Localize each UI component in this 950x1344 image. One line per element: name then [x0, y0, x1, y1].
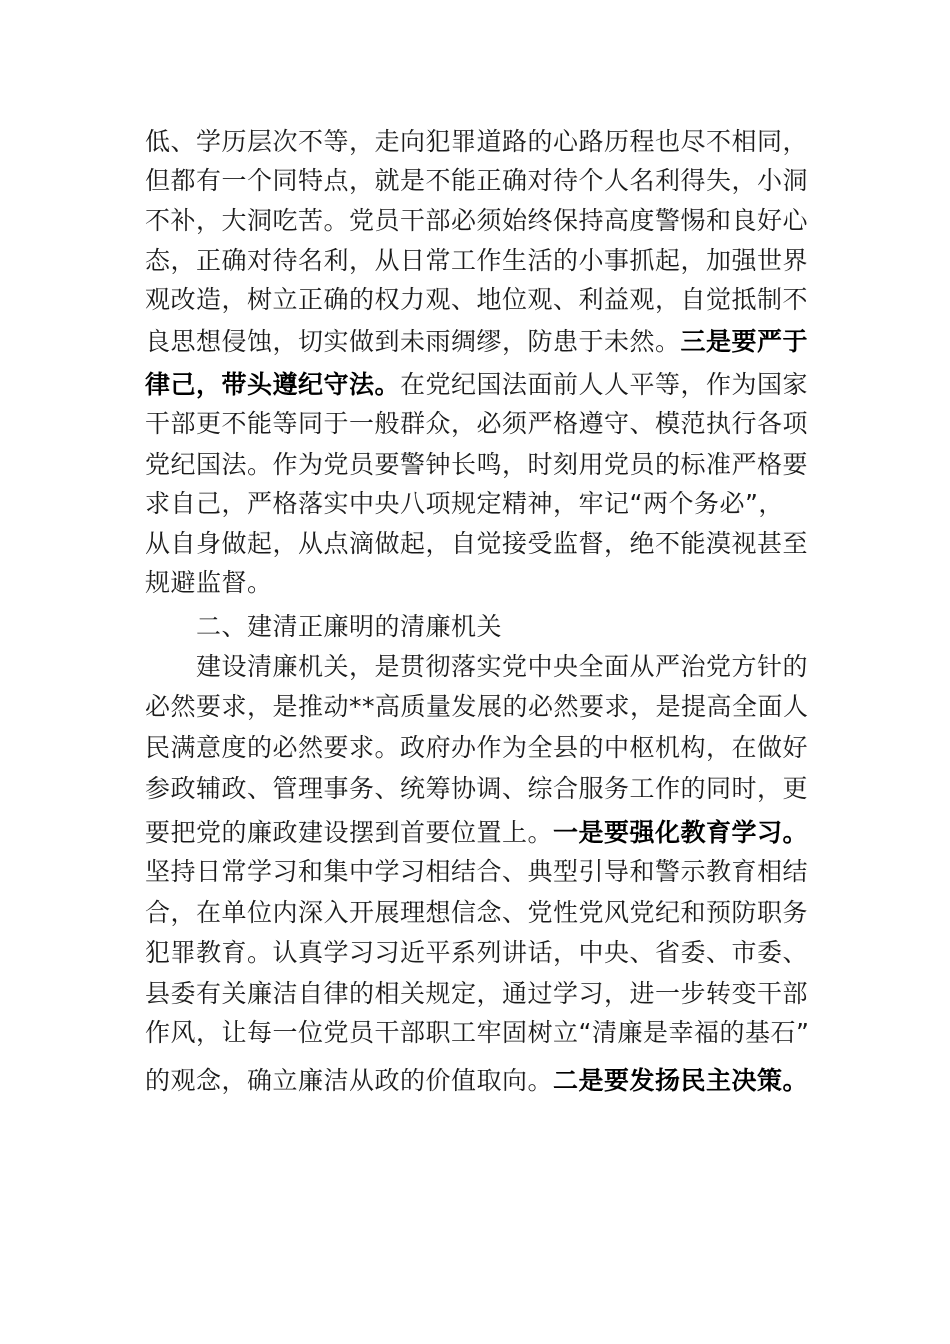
- body-text-line: 参政辅政、管理事务、统筹协调、综合服务工作的同时，更: [145, 774, 809, 803]
- body-text-line: 犯罪教育。认真学习习近平系列讲话，中央、省委、市委、: [145, 938, 809, 967]
- body-text-line: 规避监督。: [145, 568, 273, 597]
- body-text-line: 县委有关廉洁自律的相关规定，通过学习，进一步转变干部: [145, 979, 809, 1008]
- body-text-line: 必然要求，是推动**高质量发展的必然要求，是提高全面人: [145, 692, 809, 721]
- body-text-line: 要把党的廉政建设摆到首要位置上。一是要强化教育学习。: [145, 818, 809, 847]
- body-text-line: 坚持日常学习和集中学习相结合、典型引导和警示教育相结: [145, 857, 809, 886]
- body-text-line: 律己，带头遵纪守法。在党纪国法面前人人平等，作为国家: [145, 370, 809, 399]
- body-text-line: 但都有一个同特点，就是不能正确对待个人名利得失，小洞: [145, 166, 809, 195]
- body-text-line: 从自身做起，从点滴做起，自觉接受监督，绝不能漠视甚至: [145, 529, 809, 558]
- body-text-line: 求自己，严格落实中央八项规定精神，牢记“两个务必”，: [145, 489, 784, 518]
- body-text-line: 合，在单位内深入开展理想信念、党性党风党纪和预防职务: [145, 898, 809, 927]
- body-text-line: 的观念，确立廉洁从政的价值取向。二是要发扬民主决策。: [145, 1066, 809, 1095]
- bold-heading-inline: 律己，带头遵纪守法。: [145, 370, 401, 399]
- body-text-line: 作风，让每一位党员干部职工牢固树立“清廉是幸福的基石”: [145, 1018, 810, 1047]
- body-text-line: 干部更不能等同于一般群众，必须严格遵守、模范执行各项: [145, 409, 809, 438]
- body-text-line: 民满意度的必然要求。政府办作为全县的中枢机构，在做好: [145, 733, 809, 762]
- section-heading: 二、建清正廉明的清廉机关: [196, 612, 503, 641]
- bold-heading-inline: 二是要发扬民主决策。: [553, 1066, 809, 1095]
- body-text-line: 建设清廉机关，是贯彻落实党中央全面从严治党方针的: [196, 652, 809, 681]
- body-text-line: 良思想侵蚀，切实做到未雨绸缪，防患于未然。三是要严于: [145, 327, 809, 356]
- bold-heading-inline: 三是要严于: [680, 327, 809, 356]
- bold-heading-inline: 一是要强化教育学习。: [553, 818, 809, 847]
- body-text-line: 党纪国法。作为党员要警钟长鸣，时刻用党员的标准严格要: [145, 450, 809, 479]
- body-text-line: 低、学历层次不等，走向犯罪道路的心路历程也尽不相同，: [145, 127, 809, 156]
- body-text-line: 观改造，树立正确的权力观、地位观、利益观，自觉抵制不: [145, 285, 809, 314]
- body-text-line: 态，正确对待名利，从日常工作生活的小事抓起，加强世界: [145, 246, 809, 275]
- body-text-line: 不补，大洞吃苦。党员干部必须始终保持高度警惕和良好心: [145, 206, 809, 235]
